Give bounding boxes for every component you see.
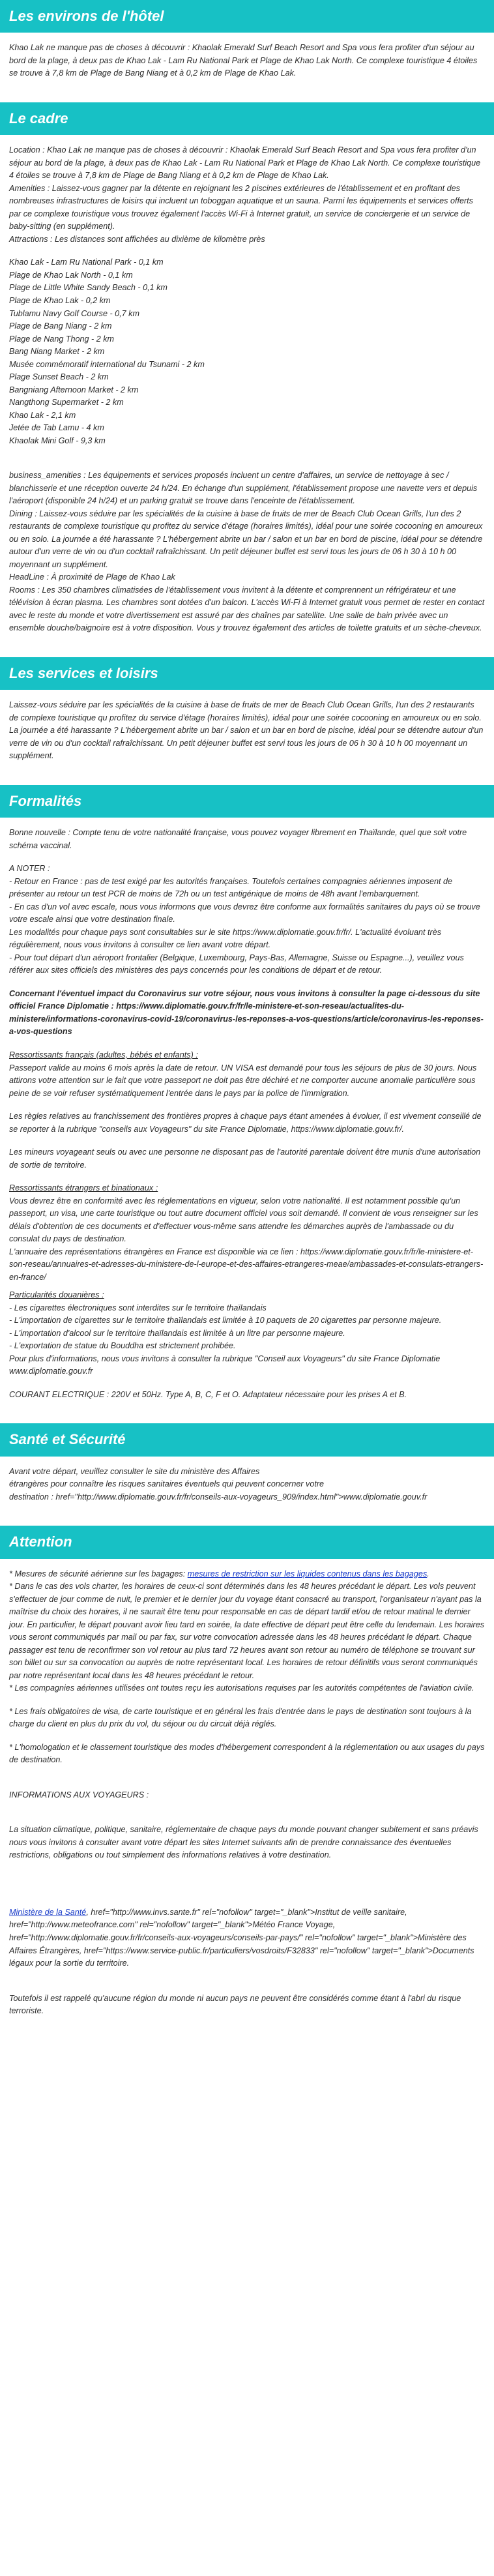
cadre-rooms: Rooms : Les 350 chambres climatisées de l'établissement vous invitent à la détente et comprennent un réfrigérateur et une télévision à écran plasma. Les chambres sont dotées d'un balcon. L'accès Wi-Fi à Internet gratuit vous permet de rester en contact avec le reste du monde et votre divertissement est assuré par des chaînes par satellite. Une salle de bain privée avec un ensemble douche/baignoire est à votre disposition. Vous y trouvez également des articles de toilette gratuits et un sèche-cheveux. [9, 585, 485, 633]
section-formalites [0, 785, 494, 1402]
customs-3: - L'importation d'alcool sur le territoire thaïlandais est limitée à un litre par personne majeure. [9, 1328, 345, 1338]
attention-links [9, 1906, 485, 1970]
section-title-attention: Attention [0, 1526, 494, 1558]
list-item: Plage de Nang Thong - 2 km [9, 334, 115, 344]
attention-airlines: * Les compagnies aériennes utilisées ont toutes reçu les autorisations requises par les autorités compétentes de l'aviation civile. [9, 1683, 474, 1693]
customs-title: Particularités douanières : [9, 1290, 104, 1300]
customs-4: - L'exportation de statue du Bouddha est strictement prohibée. [9, 1341, 236, 1351]
list-item: Bang Niang Market - 2 km [9, 347, 105, 357]
list-item: Plage de Khao Lak North - 0,1 km [9, 270, 133, 280]
attention-situation-2: nous vous invitons à consulter avant votre départ les sites Internet suivants afin de prendre connaissance des éventuelles restrictions, obligations ou tout simplement des informations relatives à votre destination. [9, 1837, 452, 1860]
attention-homologation: * L'homologation et le classement touristique des modes d'hébergement correspondent à la réglementation ou aux usages du pays de destination. [9, 1742, 485, 1765]
baggage-suffix: . [427, 1569, 429, 1578]
section-title-environs: Les environs de l'hôtel [0, 0, 494, 33]
binationals-text: Vous devrez être en conformité avec les réglementations en vigueur, selon votre nationalité. Il est notamment possible qu'un passeport, un visa, une carte touristique ou tout autre document officiel vous soit demandé. Il convient de vous renseigner sur les délais d'obtention de ces documents et d'effectuer vous-même sans attendre les démarches auprès de l'ambassade ou du consulat du pays de destination. [9, 1196, 478, 1244]
section-title-cadre: Le cadre [0, 102, 494, 135]
list-item: Khao Lak - 2,1 km [9, 410, 76, 420]
sante-text-1: Avant votre départ, veuillez consulter le site du ministère des Affaires [9, 1466, 260, 1476]
cadre-attractions: Attractions : Les distances sont affichées au dixième de kilomètre près [9, 234, 265, 244]
list-item: Nangthong Supermarket - 2 km [9, 398, 124, 407]
list-item: Musée commémoratif international du Tsunami - 2 km [9, 359, 205, 369]
environs-text: Khao Lak ne manque pas de choses à découvrir : Khaolak Emerald Surf Beach Resort and Spa vous fera profiter d'un séjour au bord de la plage, à deux pas de Khao Lak - Lam Ru National Park et Plage de Khao Lak North. Ce complexe touristique 4 étoiles se trouve à 7,8 km de Plage de Bang Niang et à 0,2 km de Plage de Khao Lak. [9, 43, 478, 78]
cadre-business: business_amenities : Les équipements et services proposés incluent un centre d'affaires, un service de nettoyage à sec / blanchisserie et une réception ouverte 24 h/24. En échange d'un supplément, l'établissement propose une navette vers et depuis l'aéroport (disponible 24 h/24) et un parking gratuit se trouve dans l'enceinte de l'établissement. [9, 471, 478, 506]
section-services [0, 657, 494, 763]
list-item: Plage de Little White Sandy Beach - 0,1 km [9, 283, 167, 293]
customs-2: - L'importation de cigarettes sur le territoire thaïlandais est limitée à 10 paquets de 20 cigarettes par personne majeure. [9, 1316, 442, 1325]
cadre-headline: HeadLine : À proximité de Plage de Khao Lak [9, 572, 175, 582]
attention-charter: * Dans le cas des vols charter, les horaires de ceux-ci sont déterminés dans les 48 heures précédant le départ. Les vols peuvent s'effectuer de jour comme de nuit, le premier et le dernier jour du voyage étant consacré au transport, l'organisateur n'ayant pas la maîtrise du choix des horaires, il ne saurait être tenu pour responsable en cas de départ tardif et/ou de retour matinal le dernier jour. En particulier, le départ pouvant avoir lieu tard en soirée, la date effective de départ peut être celle du lendemain. Les horaires vous seront communiqués par mail ou par fax, sur votre convocation adressée dans les 48 heures précédant le départ. Chaque passager est tenu de reconfirmer son vol retour au plus tard 72 heures avant son retour au numéro de téléphone se trouvant sur son billet ou sur sa convocation ou auprès de notre représentant local. Les horaires de retour définitifs vous seront communiqués par notre représentant local dans les 48 heures précédant le retour. [9, 1582, 485, 1680]
customs-5: Pour plus d'informations, nous vous invitons à consulter la rubrique "Conseil aux Voyageurs" du site France Diplomatie www.diplomatie.gouv.fr [9, 1354, 441, 1376]
note-2: - En cas d'un vol avec escale, nous vous informons que vous devrez être conforme aux formalités sanitaires du pays où se trouve votre escale ainsi que votre destination finale. [9, 902, 480, 925]
services-text: Laissez-vous séduire par les spécialités de la cuisine à base de fruits de mer de Beach Club Ocean Grills, l'un des 2 restaurants de complexe touristique qu profitez du service d'étage (horaires limités), idéal pour une soirée cocooning en amoureux ou en solo. La journée a été harassante ? L'hébergement abrite un bar / salon et un bar en bord de piscine, idéal pour se détendre autour d'un verre de vin ou d'un cocktail rafraîchissant. Un petit déjeuner buffet est servi tous les jours de 06 h 30 à 10 h 00 moyennant un supplément. [9, 700, 484, 761]
ministry-health-link[interactable]: Ministère de la Santé [9, 1907, 87, 1917]
electric-info: COURANT ELECTRIQUE : 220V et 50Hz. Type A, B, C, F et O. Adaptateur nécessaire pour les prises A et B. [9, 1389, 407, 1399]
note-3: Les modalités pour chaque pays sont consultables sur le site https://www.diplomatie.gouv.fr/fr/. L'actualité évoluant très régulièrement, nous vous invitons à consulter ce lien avant votre départ. [9, 927, 441, 950]
liquids-restriction-link[interactable]: mesures de restriction sur les liquides contenus dans les bagages [187, 1569, 428, 1578]
rules-text: Les règles relatives au franchissement des frontières propres à chaque pays étant amenées à évoluer, il est vivement conseillé de se reporter à la rubrique "conseils aux Voyageurs" du site France Diplomatie, https://www.diplomatie.gouv.fr/. [9, 1112, 482, 1134]
list-item: Khaolak Mini Golf - 9,3 km [9, 436, 106, 445]
list-item: Plage de Bang Niang - 2 km [9, 321, 112, 331]
note-1: - Retour en France : pas de test exigé par les autorités françaises. Toutefois certaines compagnies aériennes imposent de présenter au retour un test PCR de moins de 72h ou un test antigénique de moins de 48h avant l'embarquement. [9, 876, 452, 899]
cadre-location: Location : Khao Lak ne manque pas de choses à découvrir : Khaolak Emerald Surf Beach Resort and Spa vous fera profiter d'un séjour au bord de la plage, à deux pas de Khao Lak - Lam Ru National Park et Plage de Khao Lak North. Ce complexe touristique 4 étoiles se trouve à 7,8 km de Plage de Bang Niang et à 0,2 km de Plage de Khao Lak. [9, 145, 481, 181]
section-title-formalites: Formalités [0, 785, 494, 818]
section-title-sante: Santé et Sécurité [0, 1423, 494, 1456]
binationals-directory: L'annuaire des représentations étrangères en France est disponible via ce lien : https://www.diplomatie.gouv.fr/fr/le-ministere-et-son-reseau/annuaires-et-adresses-du-ministere-de-l-europe-et-des-affaires-etrangeres-meae/ambassades-et-consulats-etrangers-en-france/ [9, 1247, 484, 1282]
formalites-intro: Bonne nouvelle : Compte tenu de votre nationalité française, vous pouvez voyager librement en Thaïlande, quel que soit votre schéma vaccinal. [9, 828, 467, 850]
baggage-prefix: * Mesures de sécurité aérienne sur les bagages: [9, 1569, 188, 1578]
binationals-title: Ressortissants étrangers et binationaux : [9, 1183, 158, 1193]
section-sante [0, 1423, 494, 1503]
minors-text: Les mineurs voyageant seuls ou avec une personne ne disposant pas de l'autorité parentale doivent être munis d'une autorisation de sortie de territoire. [9, 1147, 481, 1170]
section-attention [0, 1526, 494, 2017]
info-travelers-title: INFORMATIONS AUX VOYAGEURS : [9, 1790, 149, 1799]
section-cadre [0, 102, 494, 635]
section-title-services: Les services et loisirs [0, 657, 494, 690]
note-title: A NOTER : [9, 864, 50, 874]
list-item: Khao Lak - Lam Ru National Park - 0,1 km [9, 258, 164, 267]
cadre-dining: Dining : Laissez-vous séduire par les spécialités de la cuisine à base de fruits de mer de Beach Club Ocean Grills, l'un des 2 restaurants de complexe touristique qu profitez du service d'étage (horaires limités), idéal pour une soirée cocooning en amoureux ou en solo. La journée a été harassante ? L'hébergement abrite un bar / salon et un bar en bord de piscine, idéal pour se détendre autour d'un verre de vin ou d'un cocktail rafraîchissant. Un petit déjeuner buffet est servi tous les jours de 06 h 30 à 10 h 00 moyennant un supplément. [9, 509, 483, 569]
list-item: Tublamu Navy Golf Course - 0,7 km [9, 308, 139, 318]
adults-text: Passeport valide au moins 6 mois après la date de retour. UN VISA est demandé pour tous les séjours de plus de 30 jours. Nous attirons votre attention sur le fait que votre passeport ne doit pas être déchiré et ne comporter aucune anomalie particulière sous peine de se voir refuser systématiquement l'entrée dans le pays par la police de l'immigration. [9, 1063, 477, 1098]
cadre-amenities: Amenities : Laissez-vous gagner par la détente en rejoignant les 2 piscines extérieures de l'établissement et en profitant des nombreuses infrastructures de loisirs qui incluent un toboggan aquatique et un sauna. Parmi les équipements et services offerts par ce complexe touristique vous trouvez également l'accès Wi-Fi à Internet gratuit, un service de conciergerie et un service de baby-sitting (en supplément). [9, 183, 473, 231]
attention-terrorism: Toutefois il est rappelé qu'aucune région du monde ni aucun pays ne peuvent être considérés comme étant à l'abri du risque terroriste. [9, 1993, 461, 2016]
list-item: Bangniang Afternoon Market - 2 km [9, 385, 139, 394]
note-4: - Pour tout départ d'un aéroport frontalier (Belgique, Luxembourg, Pays-Bas, Allemagne, Suisse ou Espagne...), veuillez vous référer aux sites officiels des ministères des pays concernés pour les conditions de départ et de retour. [9, 953, 464, 975]
list-item: Plage Sunset Beach - 2 km [9, 372, 109, 382]
distance-list [9, 256, 485, 447]
sante-text-2: étrangères pour connaître les risques sanitaires éventuels qui peuvent concerner votre [9, 1479, 325, 1489]
customs-1: - Les cigarettes électroniques sont interdites sur le territoire thaïlandais [9, 1303, 267, 1312]
attention-visa-fees: * Les frais obligatoires de visa, de carte touristique et en général les frais d'entrée dans le pays de destination sont toujours à la charge du client en plus du prix du vol, du séjour ou du circuit déjà réglés. [9, 1706, 472, 1729]
section-environs [0, 0, 494, 80]
attention-baggage [9, 1568, 485, 1581]
list-item: Plage de Khao Lak - 0,2 km [9, 296, 111, 305]
list-item: Jetée de Tab Lamu - 4 km [9, 423, 104, 433]
attention-situation-1: La situation climatique, politique, sanitaire, réglementaire de chaque pays du monde pouvant changer subitement et sans préavis [9, 1825, 478, 1835]
adults-title: Ressortissants français (adultes, bébés et enfants) : [9, 1050, 198, 1059]
covid-notice: Concernant l'éventuel impact du Coronavirus sur votre séjour, nous vous invitons à consulter la page ci-dessous du site officiel France Diplomatie : https://www.diplomatie.gouv.fr/fr/le-ministere-et-son-reseau/actualites-du-ministere/informations-coronavirus-covid-19/coronavirus-les-reponses-a-vos-questions/article/coronavirus-les-reponses-a-vos-questions [9, 988, 484, 1037]
sante-text-3: destination : href="http://www.diplomatie.gouv.fr/fr/conseils-aux-voyageurs_909/index.html">www.diplomatie.gouv.fr [9, 1492, 428, 1502]
links-text: , href="http://www.invs.sante.fr" rel="nofollow" target="_blank">Institut de veille sanitaire, href="http://www.meteofrance.com" rel="nofollow" target="_blank">Météo France Voyage, href="http://www.diplomatie.gouv.fr/fr/conseils-aux-voyageurs/conseils-par-pays/" rel="nofollow" target="_blank">Ministère des Affaires Étrangères, href="https://www.service-public.fr/particuliers/vosdroits/F32833" rel="nofollow" target="_blank">Documents légaux pour la sortie du territoire. [9, 1907, 474, 1968]
